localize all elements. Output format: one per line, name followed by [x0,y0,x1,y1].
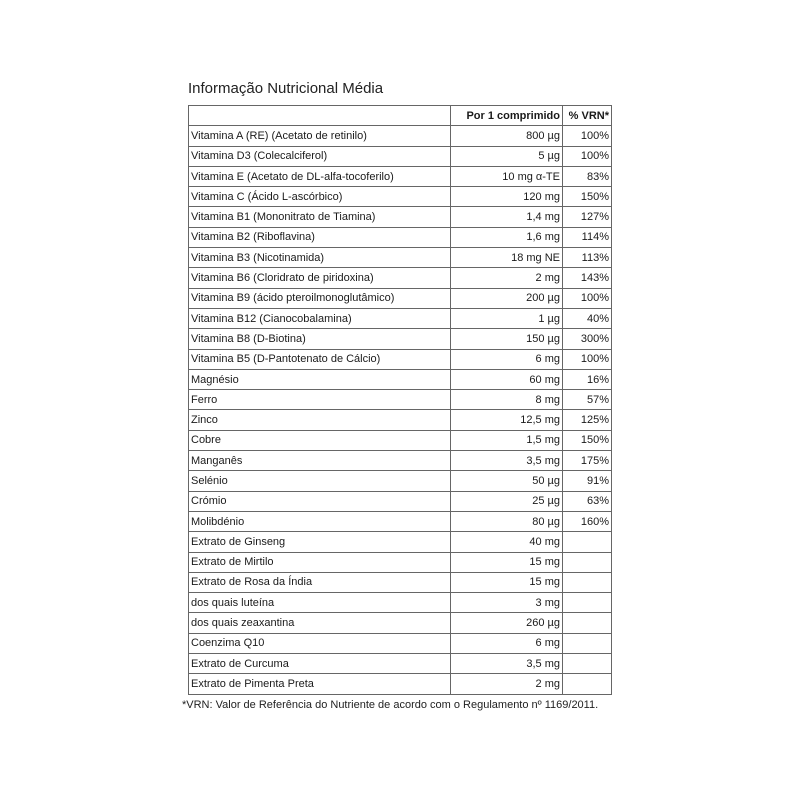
vrn-cell: 127% [563,207,612,227]
vrn-cell: 100% [563,146,612,166]
nutrient-name-cell: Ferro [189,390,451,410]
table-row [189,471,612,491]
nutrient-name-cell: Zinco [189,410,451,430]
nutrient-name-cell: Crómio [189,491,451,511]
table-row [189,207,612,227]
vrn-cell: 300% [563,329,612,349]
nutrient-name-cell: Vitamina C (Ácido L-ascórbico) [189,187,451,207]
nutrient-name-cell: Manganês [189,451,451,471]
amount-cell: 3,5 mg [451,654,563,674]
nutrient-name-cell: Extrato de Rosa da Índia [189,572,451,592]
vrn-cell: 100% [563,349,612,369]
nutrient-name-cell: Molibdénio [189,511,451,531]
vrn-cell [563,532,612,552]
vrn-cell: 63% [563,491,612,511]
table-row [189,329,612,349]
nutrient-name-cell: dos quais luteína [189,593,451,613]
amount-cell: 1,4 mg [451,207,563,227]
header-row [189,106,612,126]
nutrient-name-cell: Vitamina B2 (Riboflavina) [189,227,451,247]
table-row [189,288,612,308]
table-row [189,593,612,613]
table-row [189,369,612,389]
nutrient-name-cell: Cobre [189,430,451,450]
table-row [189,491,612,511]
table-row [189,654,612,674]
vrn-cell: 91% [563,471,612,491]
vrn-cell: 40% [563,308,612,328]
table-row [189,227,612,247]
nutrient-name-cell: Vitamina B9 (ácido pteroilmonoglutâmico) [189,288,451,308]
header-vrn: % VRN* [563,106,612,126]
nutrient-name-cell: Extrato de Mirtilo [189,552,451,572]
nutrient-name-cell: Vitamina B12 (Cianocobalamina) [189,308,451,328]
vrn-cell [563,613,612,633]
vrn-cell: 113% [563,248,612,268]
table-row [189,451,612,471]
amount-cell: 1 µg [451,308,563,328]
nutrient-name-cell: Magnésio [189,369,451,389]
vrn-cell [563,674,612,694]
vrn-cell: 125% [563,410,612,430]
amount-cell: 120 mg [451,187,563,207]
table-row [189,390,612,410]
nutrient-name-cell: Vitamina B6 (Cloridrato de piridoxina) [189,268,451,288]
table-row [189,613,612,633]
amount-cell: 200 µg [451,288,563,308]
amount-cell: 800 µg [451,126,563,146]
table-row [189,532,612,552]
table-row [189,126,612,146]
nutrient-name-cell: Vitamina A (RE) (Acetato de retinilo) [189,126,451,146]
vrn-cell: 57% [563,390,612,410]
vrn-cell: 114% [563,227,612,247]
nutrient-name-cell: Extrato de Pimenta Preta [189,674,451,694]
nutrient-name-cell: Extrato de Ginseng [189,532,451,552]
amount-cell: 15 mg [451,552,563,572]
vrn-cell [563,552,612,572]
nutrient-name-cell: Coenzima Q10 [189,633,451,653]
vrn-cell [563,654,612,674]
amount-cell: 150 µg [451,329,563,349]
vrn-footnote: *VRN: Valor de Referência do Nutriente de acordo com o Regulamento nº 1169/2011. [182,699,599,711]
nutrient-name-cell: Selénio [189,471,451,491]
vrn-cell: 150% [563,187,612,207]
table-row [189,674,612,694]
table-row [189,268,612,288]
vrn-cell: 16% [563,369,612,389]
amount-cell: 15 mg [451,572,563,592]
amount-cell: 3,5 mg [451,451,563,471]
amount-cell: 2 mg [451,674,563,694]
vrn-cell: 100% [563,288,612,308]
nutrient-name-cell: Extrato de Curcuma [189,654,451,674]
table-row [189,146,612,166]
amount-cell: 1,6 mg [451,227,563,247]
nutrient-name-cell: dos quais zeaxantina [189,613,451,633]
table-row [189,572,612,592]
nutrient-name-cell: Vitamina D3 (Colecalciferol) [189,146,451,166]
table-row [189,248,612,268]
table-row [189,633,612,653]
nutrient-name-cell: Vitamina B3 (Nicotinamida) [189,248,451,268]
amount-cell: 3 mg [451,593,563,613]
header-amount: Por 1 comprimido [451,106,563,126]
amount-cell: 10 mg α-TE [451,166,563,186]
amount-cell: 1,5 mg [451,430,563,450]
vrn-cell: 143% [563,268,612,288]
table-row [189,187,612,207]
vrn-cell: 150% [563,430,612,450]
table-row [189,349,612,369]
amount-cell: 2 mg [451,268,563,288]
header-name [189,106,451,126]
table-row [189,410,612,430]
vrn-cell: 160% [563,511,612,531]
amount-cell: 18 mg NE [451,248,563,268]
table-title: Informação Nutricional Média [188,80,384,97]
nutrition-table [188,105,612,695]
amount-cell: 260 µg [451,613,563,633]
table-row [189,308,612,328]
amount-cell: 25 µg [451,491,563,511]
table-row [189,430,612,450]
vrn-cell [563,572,612,592]
nutrient-name-cell: Vitamina E (Acetato de DL-alfa-tocoferilo) [189,166,451,186]
amount-cell: 40 mg [451,532,563,552]
table-row [189,166,612,186]
vrn-cell: 100% [563,126,612,146]
amount-cell: 5 µg [451,146,563,166]
vrn-cell [563,633,612,653]
vrn-cell: 83% [563,166,612,186]
nutrient-name-cell: Vitamina B8 (D-Biotina) [189,329,451,349]
vrn-cell: 175% [563,451,612,471]
amount-cell: 6 mg [451,633,563,653]
amount-cell: 60 mg [451,369,563,389]
amount-cell: 12,5 mg [451,410,563,430]
nutrient-name-cell: Vitamina B5 (D-Pantotenato de Cálcio) [189,349,451,369]
amount-cell: 80 µg [451,511,563,531]
amount-cell: 6 mg [451,349,563,369]
amount-cell: 50 µg [451,471,563,491]
table-row [189,511,612,531]
nutrient-name-cell: Vitamina B1 (Mononitrato de Tiamina) [189,207,451,227]
table-row [189,552,612,572]
amount-cell: 8 mg [451,390,563,410]
vrn-cell [563,593,612,613]
